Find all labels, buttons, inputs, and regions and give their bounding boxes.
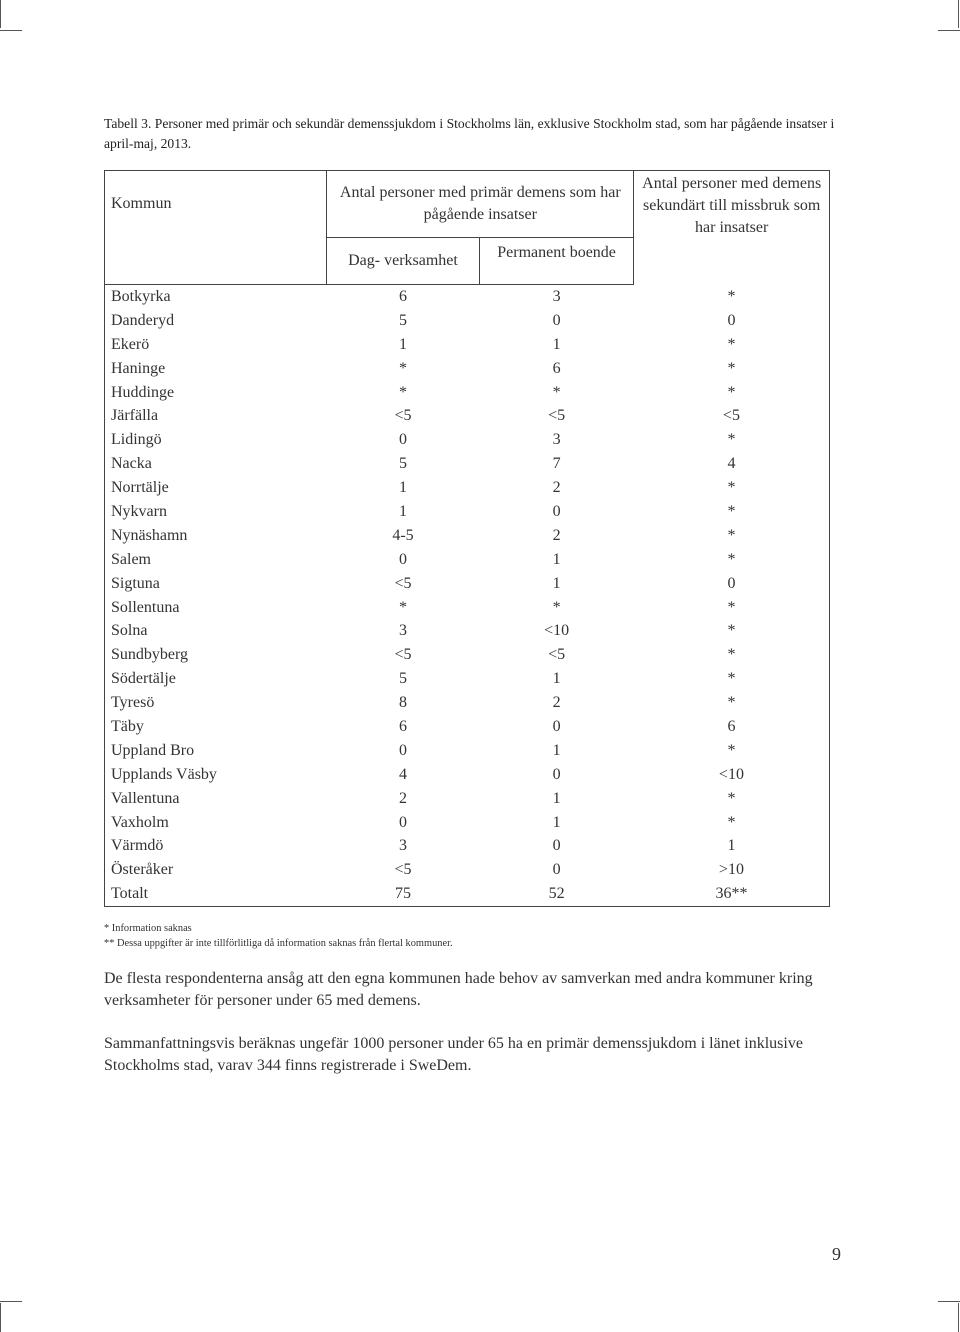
cell-permanent-boende: 2 (552, 479, 561, 497)
cell-kommun: Täby (105, 715, 327, 739)
crop-mark (0, 1301, 22, 1302)
table-row (105, 428, 830, 452)
cell-kommun: Österåker (105, 858, 327, 882)
cell-dagverksamhet: 8 (398, 694, 407, 712)
cell-sekundar: 36** (634, 882, 830, 906)
cell-sekundar: * (634, 381, 830, 405)
cell-permanent-boende: 1 (552, 550, 561, 568)
cell-dagverksamhet: 3 (398, 622, 407, 640)
cell-permanent-boende: 3 (552, 287, 561, 305)
cell-sekundar: * (634, 285, 830, 309)
cell-permanent-boende: 1 (552, 813, 561, 831)
cell-sekundar: * (634, 500, 830, 524)
cell-kommun: Lidingö (105, 428, 327, 452)
cell-kommun: Uppland Bro (105, 739, 327, 763)
cell-kommun: Norrtälje (105, 476, 327, 500)
table-row (105, 524, 830, 548)
header-sekundar: Antal personer med demens sekundärt till missbruk som har insatser (634, 171, 830, 285)
crop-mark (938, 30, 960, 31)
crop-mark (958, 1303, 959, 1332)
cell-sekundar: * (634, 787, 830, 811)
header-kommun-blank (105, 238, 327, 285)
crop-mark (958, 0, 959, 28)
table-row (105, 811, 830, 835)
header-permanent-boende: Permanent boende (479, 238, 634, 285)
table-caption: Tabell 3. Personer med primär och sekundär demenssjukdom i Stockholms län, exklusive Stockholm stad, som har pågående insatser i april-maj, 2013. (104, 116, 835, 151)
cell-permanent-boende: <5 (548, 646, 566, 664)
table-row (105, 309, 830, 333)
cell-kommun: Järfälla (105, 404, 327, 428)
cell-sekundar: 4 (634, 452, 830, 476)
data-table (104, 170, 830, 907)
cell-kommun: Botkyrka (105, 285, 327, 309)
cell-kommun: Upplands Väsby (105, 763, 327, 787)
cell-permanent-boende: 1 (552, 741, 561, 759)
table-row (105, 763, 830, 787)
footnotes (104, 921, 453, 951)
table-row (105, 834, 830, 858)
cell-dagverksamhet: 75 (327, 882, 480, 906)
cell-dagverksamhet: <5 (394, 861, 412, 879)
cell-kommun: Vallentuna (105, 787, 327, 811)
cell-kommun: Värmdö (105, 834, 327, 858)
cell-kommun: Sigtuna (105, 572, 327, 596)
crop-mark (938, 1301, 960, 1302)
cell-kommun: Haninge (105, 357, 327, 381)
cell-dagverksamhet: 0 (398, 813, 407, 831)
cell-dagverksamhet: 4 (398, 765, 407, 783)
table-row (105, 643, 830, 667)
footnote-1: * Information saknas (104, 923, 192, 934)
cell-permanent-boende: 0 (552, 765, 561, 783)
cell-kommun: Nacka (105, 452, 327, 476)
cell-dagverksamhet: 0 (398, 550, 407, 568)
cell-dagverksamhet: <5 (394, 407, 412, 425)
table-row (105, 333, 830, 357)
cell-dagverksamhet: 1 (398, 479, 407, 497)
cell-permanent-boende: 1 (552, 670, 561, 688)
crop-mark (0, 30, 22, 31)
table-row (105, 619, 830, 643)
cell-kommun: Danderyd (105, 309, 327, 333)
cell-permanent-boende: 6 (552, 359, 561, 377)
cell-dagverksamhet: * (398, 383, 407, 401)
cell-dagverksamhet: 1 (398, 335, 407, 353)
cell-kommun: Sollentuna (105, 596, 327, 620)
cell-kommun: Sundbyberg (105, 643, 327, 667)
cell-permanent-boende: 0 (552, 502, 561, 520)
cell-dagverksamhet: 3 (398, 837, 407, 855)
footnote-2: ** Dessa uppgifter är inte tillförlitliga då information saknas från flertal kommuner. (104, 938, 453, 949)
table-row (105, 787, 830, 811)
cell-kommun: Tyresö (105, 691, 327, 715)
cell-kommun: Nynäshamn (105, 524, 327, 548)
cell-permanent-boende: * (552, 598, 561, 616)
cell-sekundar: * (634, 667, 830, 691)
cell-sekundar: 0 (634, 572, 830, 596)
cell-dagverksamhet: 0 (398, 431, 407, 449)
cell-sekundar: * (634, 739, 830, 763)
header-kommun: Kommun (105, 171, 327, 238)
cell-permanent-boende: 1 (552, 789, 561, 807)
cell-sekundar: <5 (634, 404, 830, 428)
cell-sekundar: * (634, 524, 830, 548)
crop-mark (0, 0, 1, 28)
cell-dagverksamhet: <5 (394, 574, 412, 592)
cell-kommun: Vaxholm (105, 811, 327, 835)
cell-sekundar: * (634, 548, 830, 572)
table-row (105, 596, 830, 620)
cell-dagverksamhet: 6 (398, 717, 407, 735)
table-row (105, 715, 830, 739)
cell-kommun: Huddinge (105, 381, 327, 405)
table-row (105, 500, 830, 524)
cell-kommun: Södertälje (105, 667, 327, 691)
cell-sekundar: >10 (634, 858, 830, 882)
table-row (105, 548, 830, 572)
cell-sekundar: 6 (634, 715, 830, 739)
cell-dagverksamhet: * (398, 598, 407, 616)
cell-sekundar: 1 (634, 834, 830, 858)
cell-dagverksamhet: 5 (398, 455, 407, 473)
table-row (105, 452, 830, 476)
cell-permanent-boende: 1 (552, 574, 561, 592)
cell-permanent-boende: 7 (552, 455, 561, 473)
cell-kommun: Totalt (105, 882, 327, 906)
cell-kommun: Nykvarn (105, 500, 327, 524)
cell-permanent-boende: 2 (552, 694, 561, 712)
table-row (105, 381, 830, 405)
cell-sekundar: * (634, 811, 830, 835)
cell-permanent-boende: 1 (552, 335, 561, 353)
table-row (105, 858, 830, 882)
cell-sekundar: * (634, 643, 830, 667)
cell-sekundar: <10 (634, 763, 830, 787)
table-row (105, 476, 830, 500)
cell-dagverksamhet: <5 (394, 646, 412, 664)
cell-kommun: Ekerö (105, 333, 327, 357)
paragraph-2: Sammanfattningsvis beräknas ungefär 1000 personer under 65 ha en primär demenssjukdom i länet inklusive Stockholms stad, varav 344 finns registrerade i SweDem. (104, 1035, 803, 1074)
cell-permanent-boende: 0 (552, 717, 561, 735)
crop-mark (0, 1303, 1, 1332)
table-row (105, 285, 830, 309)
cell-permanent-boende: 3 (552, 431, 561, 449)
cell-dagverksamhet: 1 (398, 502, 407, 520)
cell-sekundar: * (634, 357, 830, 381)
cell-permanent-boende: 52 (479, 882, 634, 906)
cell-sekundar: * (634, 596, 830, 620)
table-row (105, 667, 830, 691)
cell-permanent-boende: 0 (552, 861, 561, 879)
cell-sekundar: * (634, 619, 830, 643)
cell-sekundar: * (634, 428, 830, 452)
cell-dagverksamhet: * (398, 359, 407, 377)
cell-kommun: Solna (105, 619, 327, 643)
cell-sekundar: 0 (634, 309, 830, 333)
cell-sekundar: * (634, 476, 830, 500)
cell-permanent-boende: 2 (552, 526, 561, 544)
cell-dagverksamhet: 2 (398, 789, 407, 807)
cell-permanent-boende: <5 (548, 407, 566, 425)
cell-dagverksamhet: 5 (398, 670, 407, 688)
cell-sekundar: * (634, 691, 830, 715)
cell-dagverksamhet: 0 (398, 741, 407, 759)
cell-permanent-boende: 0 (552, 311, 561, 329)
table-row (105, 691, 830, 715)
page-number: 9 (832, 1244, 841, 1264)
cell-sekundar: * (634, 333, 830, 357)
table-row (105, 739, 830, 763)
table-row (105, 572, 830, 596)
table-row (105, 404, 830, 428)
header-primar: Antal personer med primär demens som har pågående insatser (327, 171, 634, 238)
cell-dagverksamhet: 6 (398, 287, 407, 305)
cell-permanent-boende: * (552, 383, 561, 401)
cell-permanent-boende: <10 (544, 622, 570, 640)
table-row (105, 882, 830, 906)
header-dagverksamhet: Dag- verksamhet (327, 238, 480, 285)
cell-dagverksamhet: 5 (398, 311, 407, 329)
cell-kommun: Salem (105, 548, 327, 572)
table-body (105, 285, 830, 907)
paragraph-1: De flesta respondenterna ansåg att den egna kommunen hade behov av samverkan med andra kommuner kring verksamheter för personer under 65 med demens. (104, 970, 813, 1009)
cell-dagverksamhet: 4-5 (392, 526, 414, 544)
cell-permanent-boende: 0 (552, 837, 561, 855)
table-row (105, 357, 830, 381)
